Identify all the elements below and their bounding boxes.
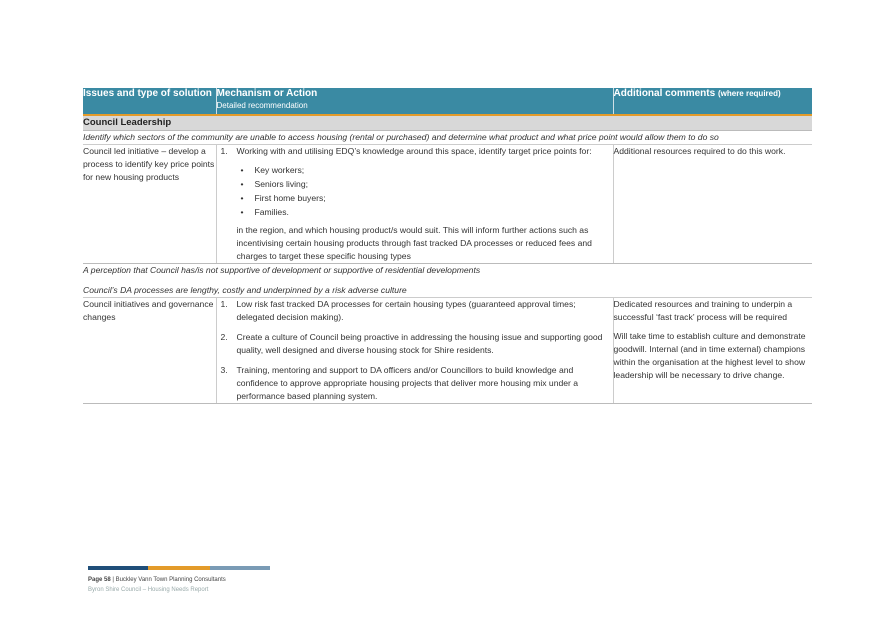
note-text: Council’s DA processes are lengthy, costly and underpinned by a risk adverse culture xyxy=(83,285,407,295)
bullet-icon: • xyxy=(240,193,244,203)
list-item: 1. Working with and utilising EDQ’s knowledge around this space, identify target price points for: xyxy=(220,146,592,156)
table-row xyxy=(83,145,812,264)
recommendations-table xyxy=(83,88,812,404)
bullet-icon: • xyxy=(240,179,244,189)
comment-text: Will take time to establish culture and demonstrate goodwill. Internal (and in time external) champions within the organisation at the highest level to show leadership will be necessary to drive change. xyxy=(613,331,806,380)
mechanism-cell xyxy=(216,145,613,264)
report-title: Byron Shire Council – Housing Needs Report xyxy=(88,587,209,593)
comments-cell xyxy=(613,298,812,404)
comments-cell: Additional resources required to do this work. xyxy=(613,145,812,264)
header-comments: Additional comments (where required) xyxy=(613,88,812,115)
list-item: 2. Create a culture of Council being proactive in addressing the housing issue and supporting good quality, well designed and diverse housing stock for Shire residents. xyxy=(220,332,603,355)
page-number: Page 58 xyxy=(88,577,111,583)
mechanism-cell xyxy=(216,298,613,404)
issue-cell: Council led initiative – develop a process to identify key price points for new housing products xyxy=(83,145,216,264)
continuation-text: in the region, and which housing product/s would suit. This will inform further actions such as incentivising certain housing products through fast tracked DA processes or reduced fees and charges to target these specific housing types xyxy=(236,225,592,261)
list-item: 1. Low risk fast tracked DA processes for certain housing types (guaranteed approval times; delegated decision making). xyxy=(220,299,576,322)
bullet-icon: • xyxy=(240,207,244,217)
footer-bar-segment xyxy=(88,566,148,570)
company-name: Buckley Vann Town Planning Consultants xyxy=(115,577,226,583)
list-item: • Key workers; xyxy=(240,165,305,175)
note-text: A perception that Council has/is not supportive of development or supportive of residential developments xyxy=(83,265,481,275)
issue-cell: Council initiatives and governance changes xyxy=(83,298,216,404)
list-item: • Seniors living; xyxy=(240,179,308,189)
section-row xyxy=(83,115,812,131)
bullet-icon: • xyxy=(240,165,244,175)
list-item: 3. Training, mentoring and support to DA officers and/or Councillors to build knowledge and confidence to approve appropriate housing projects that deliver more housing mix under a performance based planning system. xyxy=(220,365,579,401)
note-row xyxy=(83,131,812,145)
table-header-row xyxy=(83,88,812,115)
note-text: Identify which sectors of the community are unable to access housing (rental or purchased) and determine what product and what price point would allow them to do so xyxy=(83,132,719,142)
list-item: • First home buyers; xyxy=(240,193,326,203)
list-item: • Families. xyxy=(240,207,289,217)
page-footer: Page 58 | Buckley Vann Town Planning Consultants Byron Shire Council – Housing Needs Report xyxy=(88,577,226,593)
footer-color-bar xyxy=(88,566,270,570)
footer-bar-segment xyxy=(210,566,270,570)
target-group-list xyxy=(237,164,613,219)
header-mechanism: Mechanism or Action Detailed recommendation xyxy=(216,88,613,115)
section-title: Council Leadership xyxy=(83,115,812,131)
action-list xyxy=(217,298,613,403)
header-issues: Issues and type of solution xyxy=(83,88,216,115)
note-row xyxy=(83,264,812,298)
comment-text: Dedicated resources and training to underpin a successful ‘fast track’ process will be required xyxy=(613,299,793,322)
action-list xyxy=(217,145,613,158)
footer-bar-segment xyxy=(148,566,210,570)
table-row xyxy=(83,298,812,404)
